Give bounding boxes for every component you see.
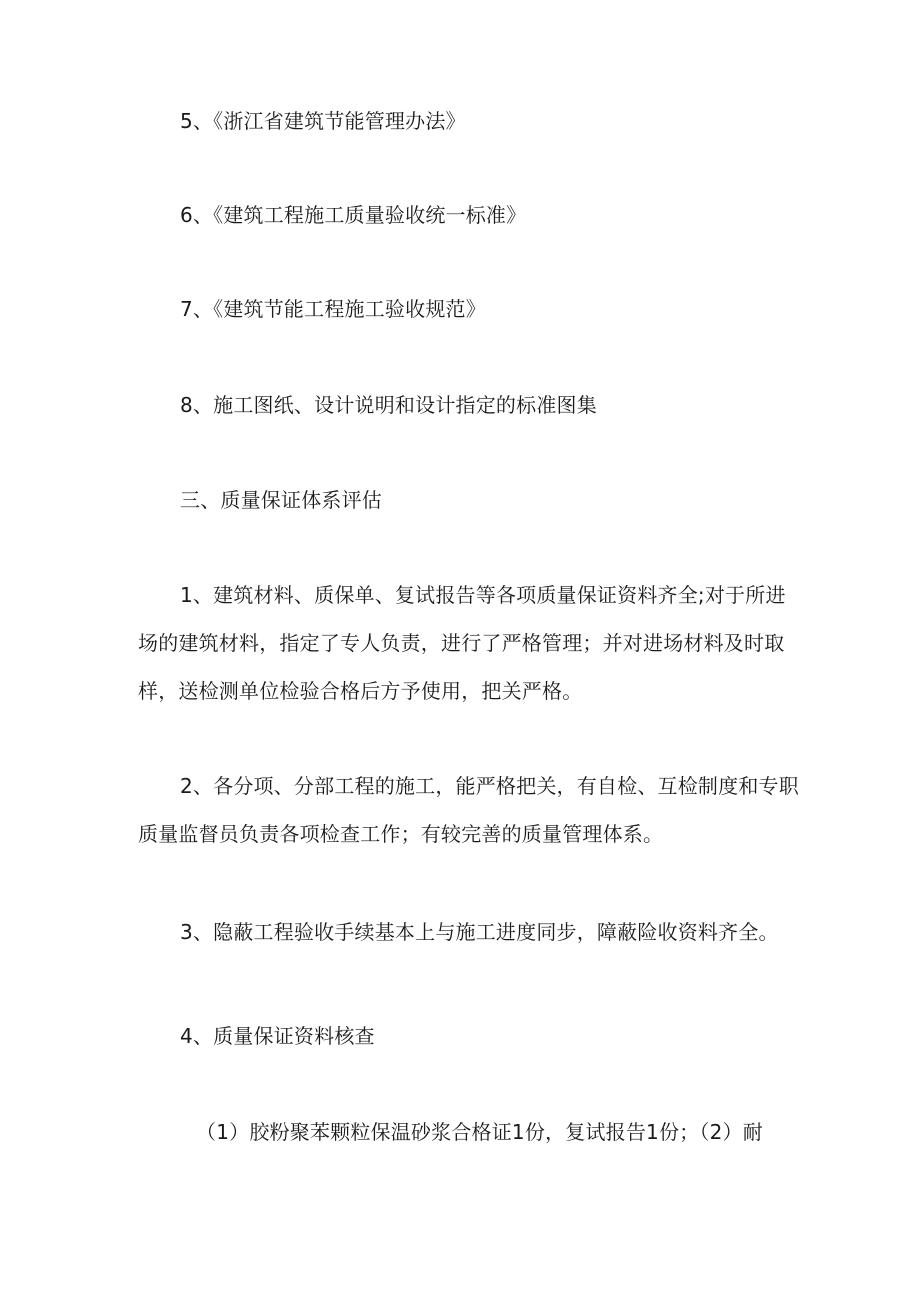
paragraph-2-line-2: 质量监督员负责各项检查工作；有较完善的质量管理体系。 [138,822,664,846]
section-heading: 三、质量保证体系评估 [180,488,382,512]
paragraph-2-line-1: 2、各分项、分部工程的施工，能严格把关，有自检、互检制度和专职 [180,774,799,798]
reference-item-8: 8、施工图纸、设计说明和设计指定的标准图集 [180,393,597,417]
subheading: 4、质量保证资料核查 [180,1024,375,1048]
paragraph-1-line-1: 1、建筑材料、质保单、复试报告等各项质量保证资料齐全;对于所进 [180,583,786,607]
reference-item-5: 5、《浙江省建筑节能管理办法》 [180,109,466,133]
materials-line: （1）胶粉聚苯颗粒保温砂浆合格证1份，复试报告1份；（2）耐 [196,1120,763,1144]
reference-item-7: 7、《建筑节能工程施工验收规范》 [180,297,486,321]
paragraph-3-line-1: 3、隐蔽工程验收手续基本上与施工进度同步，障蔽险收资料齐全。 [180,920,779,944]
paragraph-1-line-3: 样，送检测单位检验合格后方予使用，把关严格。 [138,679,583,703]
reference-item-6: 6、《建筑工程施工质量验收统一标准》 [180,203,527,227]
paragraph-1-line-2: 场的建筑材料，指定了专人负责，进行了严格管理；并对进场材料及时取 [138,631,785,655]
